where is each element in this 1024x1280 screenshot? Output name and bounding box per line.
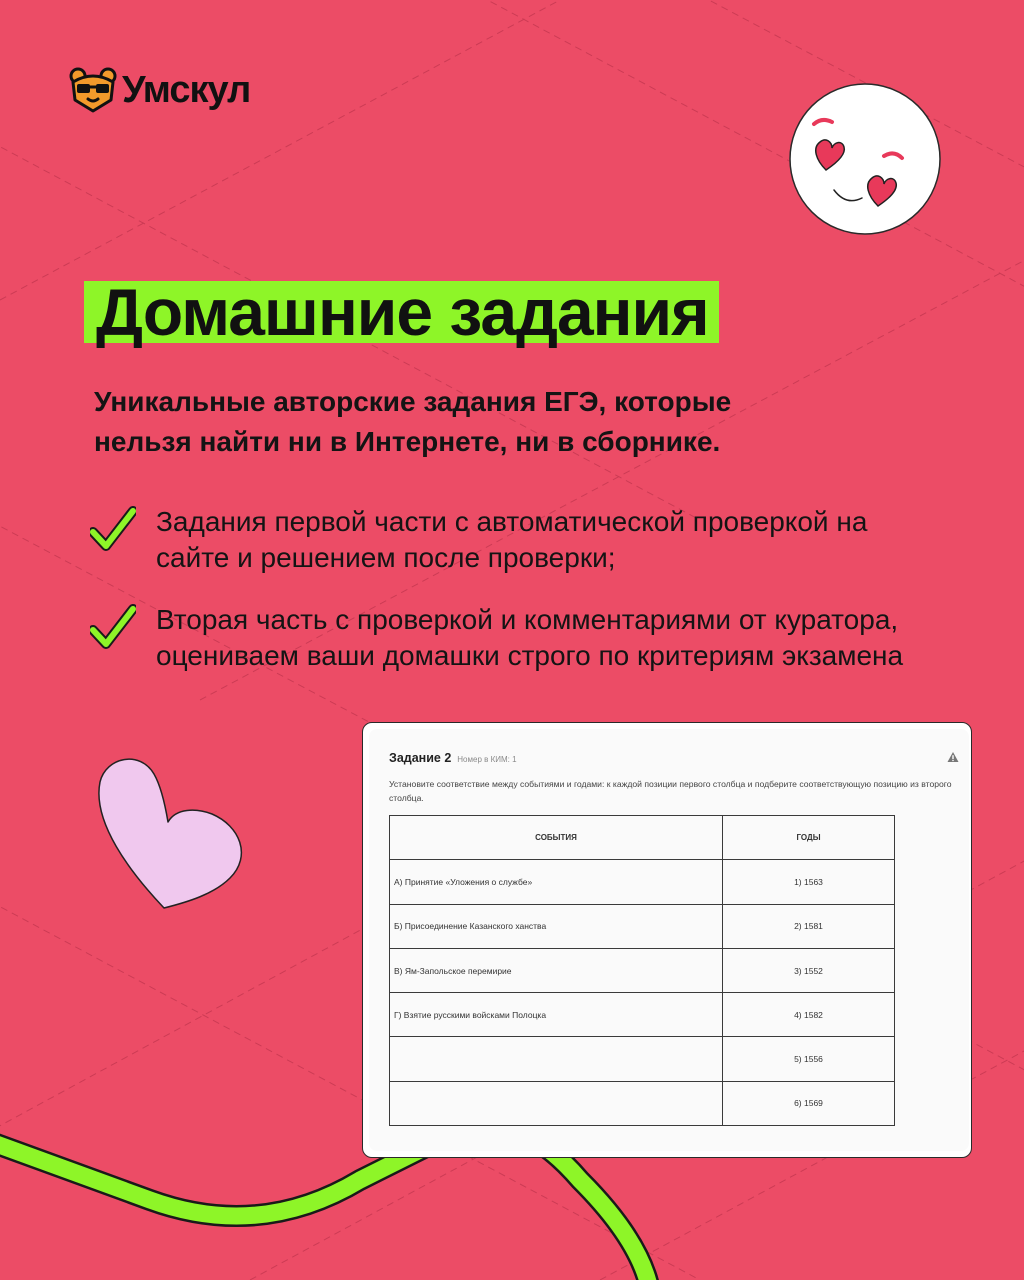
brand-name: Умскул (122, 68, 251, 111)
smiley-hearts-icon (786, 82, 946, 242)
task-description: Установите соответствие между событиями и годами: к каждой позиции первого столбца и подберите соответствующую позицию из второго столбца. (389, 779, 952, 803)
event-cell: Б) Присоединение Казанского ханства (390, 904, 723, 948)
check-icon (90, 604, 136, 650)
task-card (362, 722, 972, 1158)
table-row (390, 948, 895, 992)
event-cell: Г) Взятие русскими войсками Полоцка (390, 993, 723, 1037)
year-cell: 4) 1582 (723, 993, 895, 1037)
table-row (390, 860, 895, 904)
warning-icon[interactable] (947, 751, 959, 763)
answer-table (389, 815, 895, 1126)
year-cell: 5) 1556 (723, 1037, 895, 1081)
table-row (390, 1081, 895, 1125)
check-icon (90, 506, 136, 552)
table-header-row (390, 816, 895, 860)
bullet-text: Задания первой части с автоматической проверкой на сайте и решением после проверки; (156, 506, 868, 573)
year-cell: 2) 1581 (723, 904, 895, 948)
year-cell: 6) 1569 (723, 1081, 895, 1125)
year-cell: 1) 1563 (723, 860, 895, 904)
heart-icon (90, 752, 250, 912)
event-cell: В) Ям-Запольское перемирие (390, 948, 723, 992)
event-cell: А) Принятие «Уложения о службе» (390, 860, 723, 904)
bullet-item (90, 602, 976, 674)
lead-text: Уникальные авторские задания ЕГЭ, которые нельзя найти ни в Интернете, ни в сборнике. (94, 386, 732, 457)
brand-logo[interactable] (68, 66, 250, 114)
bullet-item (90, 504, 896, 576)
event-cell (390, 1081, 723, 1125)
table-row (390, 904, 895, 948)
bear-logo-icon (68, 66, 118, 114)
bullet-text: Вторая часть с проверкой и комментариями от куратора, оцениваем ваши домашки строго по критериям экзамена (156, 604, 904, 671)
table-row (390, 1037, 895, 1081)
table-row (390, 993, 895, 1037)
column-header-years: ГОДЫ (723, 816, 895, 860)
column-header-events: СОБЫТИЯ (390, 816, 723, 860)
year-cell: 3) 1552 (723, 948, 895, 992)
kim-number: Номер в КИМ: 1 (457, 755, 517, 764)
event-cell (390, 1037, 723, 1081)
page-title: Домашние задания (84, 281, 719, 343)
task-title: Задание 2 (389, 751, 452, 765)
